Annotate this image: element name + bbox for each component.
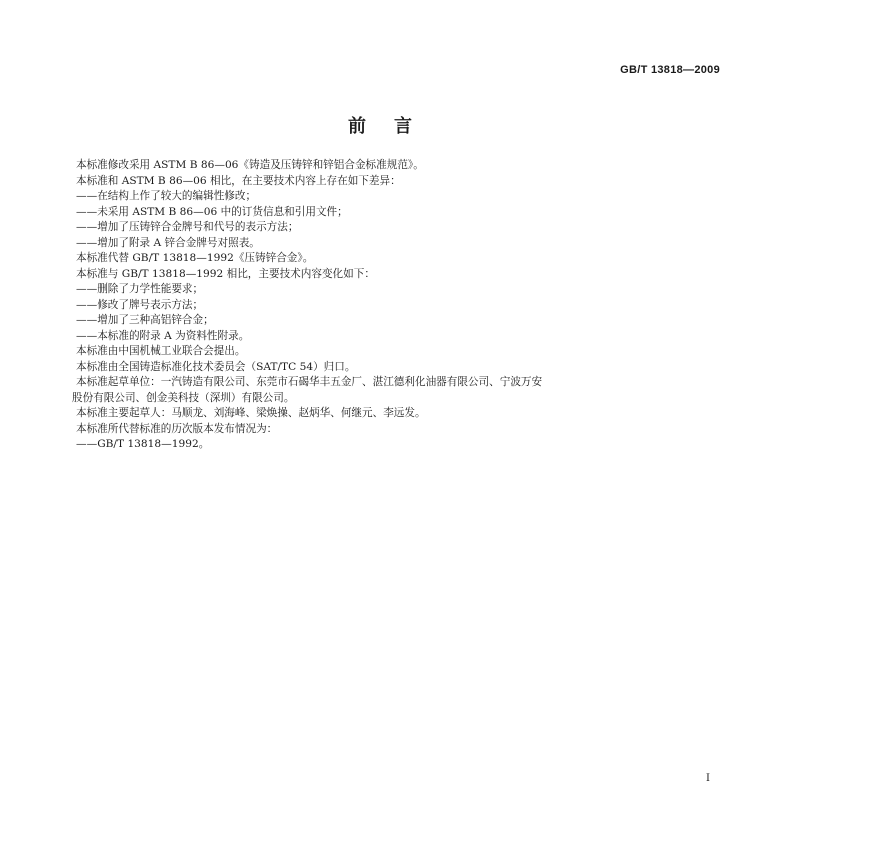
paragraph: 本标准起草单位：一汽铸造有限公司、东莞市石碣华丰五金厂、湛江德利化油器有限公司、宁波万安 xyxy=(76,376,543,388)
list-item: ——增加了三种高铝锌合金； xyxy=(76,314,214,326)
page-number: I xyxy=(706,773,710,784)
paragraph: 本标准所代替标准的历次版本发布情况为： xyxy=(76,422,278,435)
list-item: ——增加了压铸锌合金牌号和代号的表示方法； xyxy=(76,221,299,233)
paragraph: 本标准由全国铸造标准化技术委员会（SAT/TC 54）归口。 xyxy=(76,360,356,373)
paragraph: 本标准主要起草人：马顺龙、刘海峰、梁焕操、赵炳华、何继元、李远发。 xyxy=(76,407,426,419)
list-item: ——在结构上作了较大的编辑性修改； xyxy=(76,190,257,202)
list-item: ——修改了牌号表示方法； xyxy=(76,298,204,311)
list-item: ——增加了附录 A 锌合金牌号对照表。 xyxy=(76,236,260,249)
list-item: ——本标准的附录 A 为资料性附录。 xyxy=(76,329,250,342)
paragraph: 本标准和 ASTM B 86—06 相比，在主要技术内容上存在如下差异： xyxy=(76,174,401,187)
list-item: ——未采用 ASTM B 86—06 中的订货信息和引用文件； xyxy=(76,205,348,218)
paragraph: 本标准由中国机械工业联合会提出。 xyxy=(76,345,246,357)
page-title: 前言 xyxy=(348,116,440,137)
paragraph: 本标准代替 GB/T 13818—1992《压铸锌合金》。 xyxy=(76,252,314,264)
paragraph: 本标准与 GB/T 13818—1992 相比，主要技术内容变化如下： xyxy=(76,267,375,280)
standard-code: GB/T 13818—2009 xyxy=(620,64,720,76)
list-item: ——删除了力学性能要求； xyxy=(76,283,204,295)
paragraph: 本标准修改采用 ASTM B 86—06《铸造及压铸锌和锌铝合金标准规范》。 xyxy=(76,159,424,171)
foreword-body xyxy=(72,158,736,453)
paragraph-continuation: 股份有限公司、创金美科技（深圳）有限公司。 xyxy=(72,391,295,404)
list-item: ——GB/T 13818—1992。 xyxy=(76,438,210,450)
